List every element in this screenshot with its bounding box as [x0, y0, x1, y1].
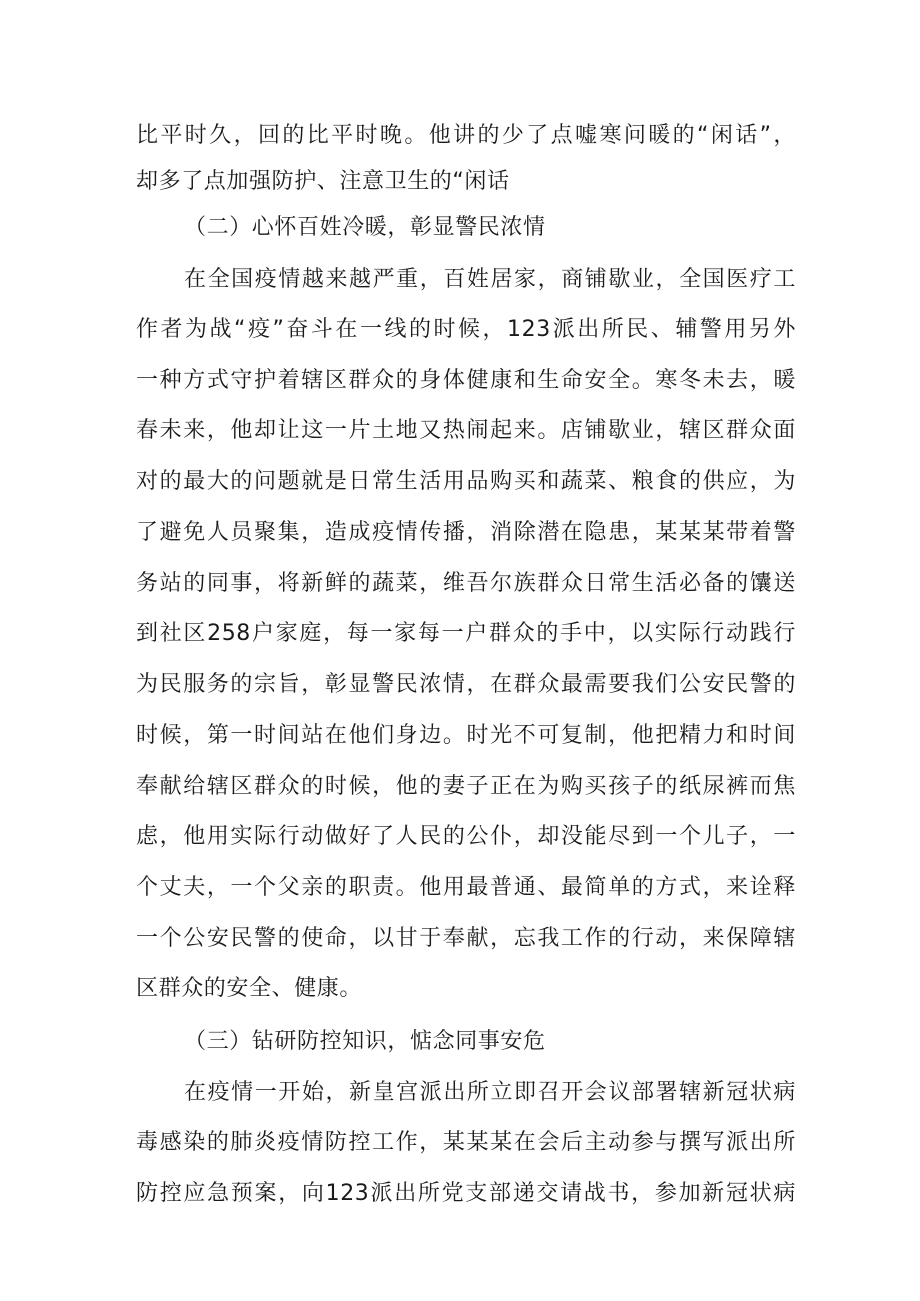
paragraph-line: 为民服务的宗旨，彰显警民浓情，在群众最需要我们公安民警的: [136, 672, 796, 697]
paragraph-line: 务站的同事，将新鲜的蔬菜，维吾尔族群众日常生活必备的馕送: [136, 571, 796, 596]
section-heading: （三）钻研防控知识，惦念同事安危: [184, 1029, 546, 1054]
paragraph-line: 到社区258户家庭，每一家每一户群众的手中，以实际行动践行: [136, 621, 796, 646]
paragraph-line: 在全国疫情越来越严重，百姓居家，商铺歇业，全国医疗工: [184, 267, 796, 292]
paragraph-line: 毒感染的肺炎疫情防控工作，某某某在会后主动参与撰写派出所: [136, 1130, 796, 1155]
paragraph-line: 了避免人员聚集，造成疫情传播，消除潜在隐患，某某某带着警: [136, 520, 796, 545]
paragraph-line: 比平时久，回的比平时晚。他讲的少了点嘘寒问暖的“闲话”，: [136, 123, 796, 148]
paragraph-line: 却多了点加强防护、注意卫生的“闲话: [136, 169, 510, 194]
paragraph-line: 对的最大的问题就是日常生活用品购买和蔬菜、粮食的供应，为: [136, 469, 796, 494]
paragraph-line: 奉献给辖区群众的时候，他的妻子正在为购买孩子的纸尿裤而焦: [136, 774, 796, 799]
paragraph-line: 虑，他用实际行动做好了人民的公仆，却没能尽到一个儿子，一: [136, 824, 796, 849]
paragraph-line: 作者为战“疫”奋斗在一线的时候，123派出所民、辅警用另外: [136, 317, 796, 342]
paragraph-line: 在疫情一开始，新皇宫派出所立即召开会议部署辖新冠状病: [184, 1080, 796, 1105]
paragraph-line: 防控应急预案，向123派出所党支部递交请战书，参加新冠状病: [136, 1181, 796, 1206]
paragraph-line: 区群众的安全、健康。: [136, 976, 363, 1001]
section-heading: （二）心怀百姓冷暖，彰显警民浓情: [184, 215, 546, 240]
paragraph-line: 个丈夫，一个父亲的职责。他用最普通、最简单的方式，来诠释: [136, 875, 796, 900]
paragraph-line: 一种方式守护着辖区群众的身体健康和生命安全。寒冬未去，暖: [136, 368, 796, 393]
paragraph-line: 春未来，他却让这一片土地又热闹起来。店铺歇业，辖区群众面: [136, 418, 796, 443]
paragraph-line: 一个公安民警的使命，以甘于奉献，忘我工作的行动，来保障辖: [136, 926, 796, 951]
paragraph-line: 时候，第一时间站在他们身边。时光不可复制，他把精力和时间: [136, 723, 796, 748]
